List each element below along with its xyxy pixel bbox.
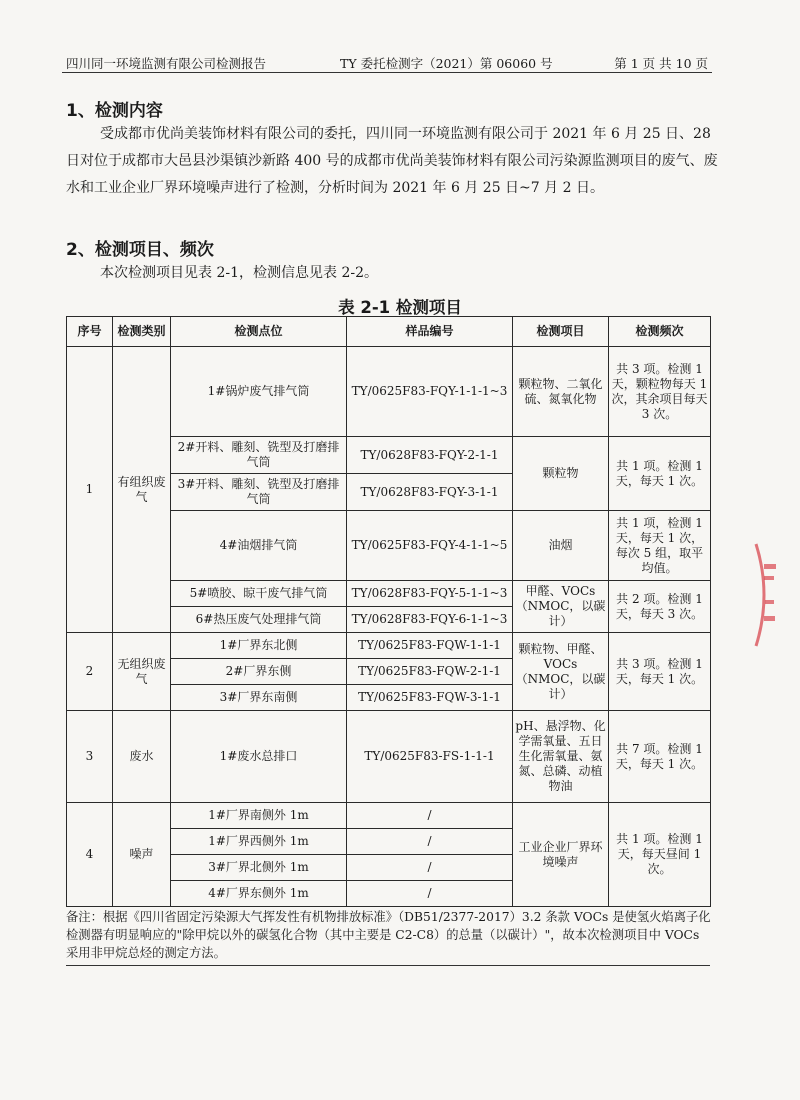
col-header-category: 检测类别: [113, 317, 171, 347]
footer-rule: [66, 965, 710, 966]
cell-sample: /: [347, 803, 513, 829]
cell-point: 6#热压废气处理排气筒: [171, 607, 347, 633]
col-header-point: 检测点位: [171, 317, 347, 347]
table-header-row: [67, 317, 711, 347]
cell-item: 油烟: [513, 511, 609, 581]
table-row: [67, 347, 711, 437]
col-header-item: 检测项目: [513, 317, 609, 347]
section-1-title: 1、检测内容: [66, 101, 163, 121]
cell-frequency: 共 1 项，检测 1 天，每天 1 次，每次 5 组，取平均值。: [609, 511, 711, 581]
cell-frequency: 共 3 项。检测 1 天，每天 1 次。: [609, 633, 711, 711]
header-report-no: TY 委托检测字（2021）第 06060 号: [340, 56, 553, 71]
cell-sample: TY/0625F83-FQW-3-1-1: [347, 685, 513, 711]
cell-sample: /: [347, 829, 513, 855]
cell-sample: /: [347, 855, 513, 881]
cell-point: 4#厂界东侧外 1m: [171, 881, 347, 907]
cell-sample: /: [347, 881, 513, 907]
page-header: [62, 52, 712, 73]
cell-point: 1#锅炉废气排气筒: [171, 347, 347, 437]
cell-sample: TY/0628F83-FQY-3-1-1: [347, 474, 513, 511]
cell-sample: TY/0628F83-FQY-6-1-1~3: [347, 607, 513, 633]
group-no: 2: [67, 633, 113, 711]
group-category: 噪声: [113, 803, 171, 907]
cell-sample: TY/0625F83-FQY-1-1-1~3: [347, 347, 513, 437]
cell-sample: TY/0625F83-FQW-2-1-1: [347, 659, 513, 685]
cell-item: 甲醛、VOCs（NMOC，以碳计）: [513, 581, 609, 633]
seal-stamp-icon: [752, 540, 780, 650]
table-row: [67, 711, 711, 803]
table-note: 备注：根据《四川省固定污染源大气挥发性有机物排放标准》（DB51/2377-2017）3.2 条款 VOCs 是使氢火焰离子化检测器有明显响应的"除甲烷以外的碳氢化合物（其中主要是 C2-C8）的总量（以碳计）"，故本次检测项目中 VOCs 采用非甲烷总烃的测定方法。: [66, 910, 711, 960]
detection-items-table: [66, 316, 711, 907]
cell-sample: TY/0628F83-FQY-2-1-1: [347, 437, 513, 474]
cell-item: 颗粒物、甲醛、VOCs（NMOC，以碳计）: [513, 633, 609, 711]
cell-frequency: 共 2 项。检测 1 天，每天 3 次。: [609, 581, 711, 633]
group-category: 废水: [113, 711, 171, 803]
col-header-sample: 样品编号: [347, 317, 513, 347]
cell-point: 5#喷胶、晾干废气排气筒: [171, 581, 347, 607]
cell-point: 1#厂界东北侧: [171, 633, 347, 659]
group-category: 无组织废气: [113, 633, 171, 711]
cell-item: 颗粒物、二氧化硫、氮氧化物: [513, 347, 609, 437]
col-header-frequency: 检测频次: [609, 317, 711, 347]
group-category: 有组织废气: [113, 347, 171, 633]
header-org: 四川同一环境监测有限公司检测报告: [66, 56, 267, 71]
cell-item: 工业企业厂界环境噪声: [513, 803, 609, 907]
header-page-number: 第 1 页 共 10 页: [614, 56, 708, 71]
cell-point: 3#厂界东南侧: [171, 685, 347, 711]
cell-point: 3#厂界北侧外 1m: [171, 855, 347, 881]
cell-sample: TY/0628F83-FQY-5-1-1~3: [347, 581, 513, 607]
section-2-title: 2、检测项目、频次: [66, 240, 214, 260]
cell-sample: TY/0625F83-FQY-4-1-1~5: [347, 511, 513, 581]
col-header-no: 序号: [67, 317, 113, 347]
cell-frequency: 共 1 项。检测 1 天，每天昼间 1 次。: [609, 803, 711, 907]
cell-point: 1#厂界西侧外 1m: [171, 829, 347, 855]
cell-sample: TY/0625F83-FS-1-1-1: [347, 711, 513, 803]
cell-point: 3#开料、雕刻、铣型及打磨排气筒: [171, 474, 347, 511]
cell-item: pH、悬浮物、化学需氧量、五日生化需氧量、氨氮、总磷、动植物油: [513, 711, 609, 803]
section-1-body: 受成都市优尚美装饰材料有限公司的委托，四川同一环境监测有限公司于 2021 年 6 月 25 日、28 日对位于成都市大邑县沙渠镇沙新路 400 号的成都市优尚美装饰材料有限公司污染源监测项目的废气、废水和工业企业厂界环境噪声进行了检测，分析时间为 2021 年 6 月 25 日~7 月 2 日。: [66, 126, 718, 196]
table-row: [67, 633, 711, 659]
table-caption: 表 2-1 检测项目: [338, 298, 462, 317]
group-no: 4: [67, 803, 113, 907]
table-row: [67, 803, 711, 829]
cell-frequency: 共 7 项。检测 1 天，每天 1 次。: [609, 711, 711, 803]
cell-point: 4#油烟排气筒: [171, 511, 347, 581]
group-no: 3: [67, 711, 113, 803]
section-2-body: 本次检测项目见表 2-1，检测信息见表 2-2。: [100, 265, 378, 281]
cell-frequency: 共 1 项。检测 1 天，每天 1 次。: [609, 437, 711, 511]
cell-sample: TY/0625F83-FQW-1-1-1: [347, 633, 513, 659]
group-no: 1: [67, 347, 113, 633]
cell-frequency: 共 3 项。检测 1 天，颗粒物每天 1 次，其余项目每天 3 次。: [609, 347, 711, 437]
cell-item: 颗粒物: [513, 437, 609, 511]
cell-point: 1#废水总排口: [171, 711, 347, 803]
cell-point: 2#厂界东侧: [171, 659, 347, 685]
cell-point: 2#开料、雕刻、铣型及打磨排气筒: [171, 437, 347, 474]
cell-point: 1#厂界南侧外 1m: [171, 803, 347, 829]
